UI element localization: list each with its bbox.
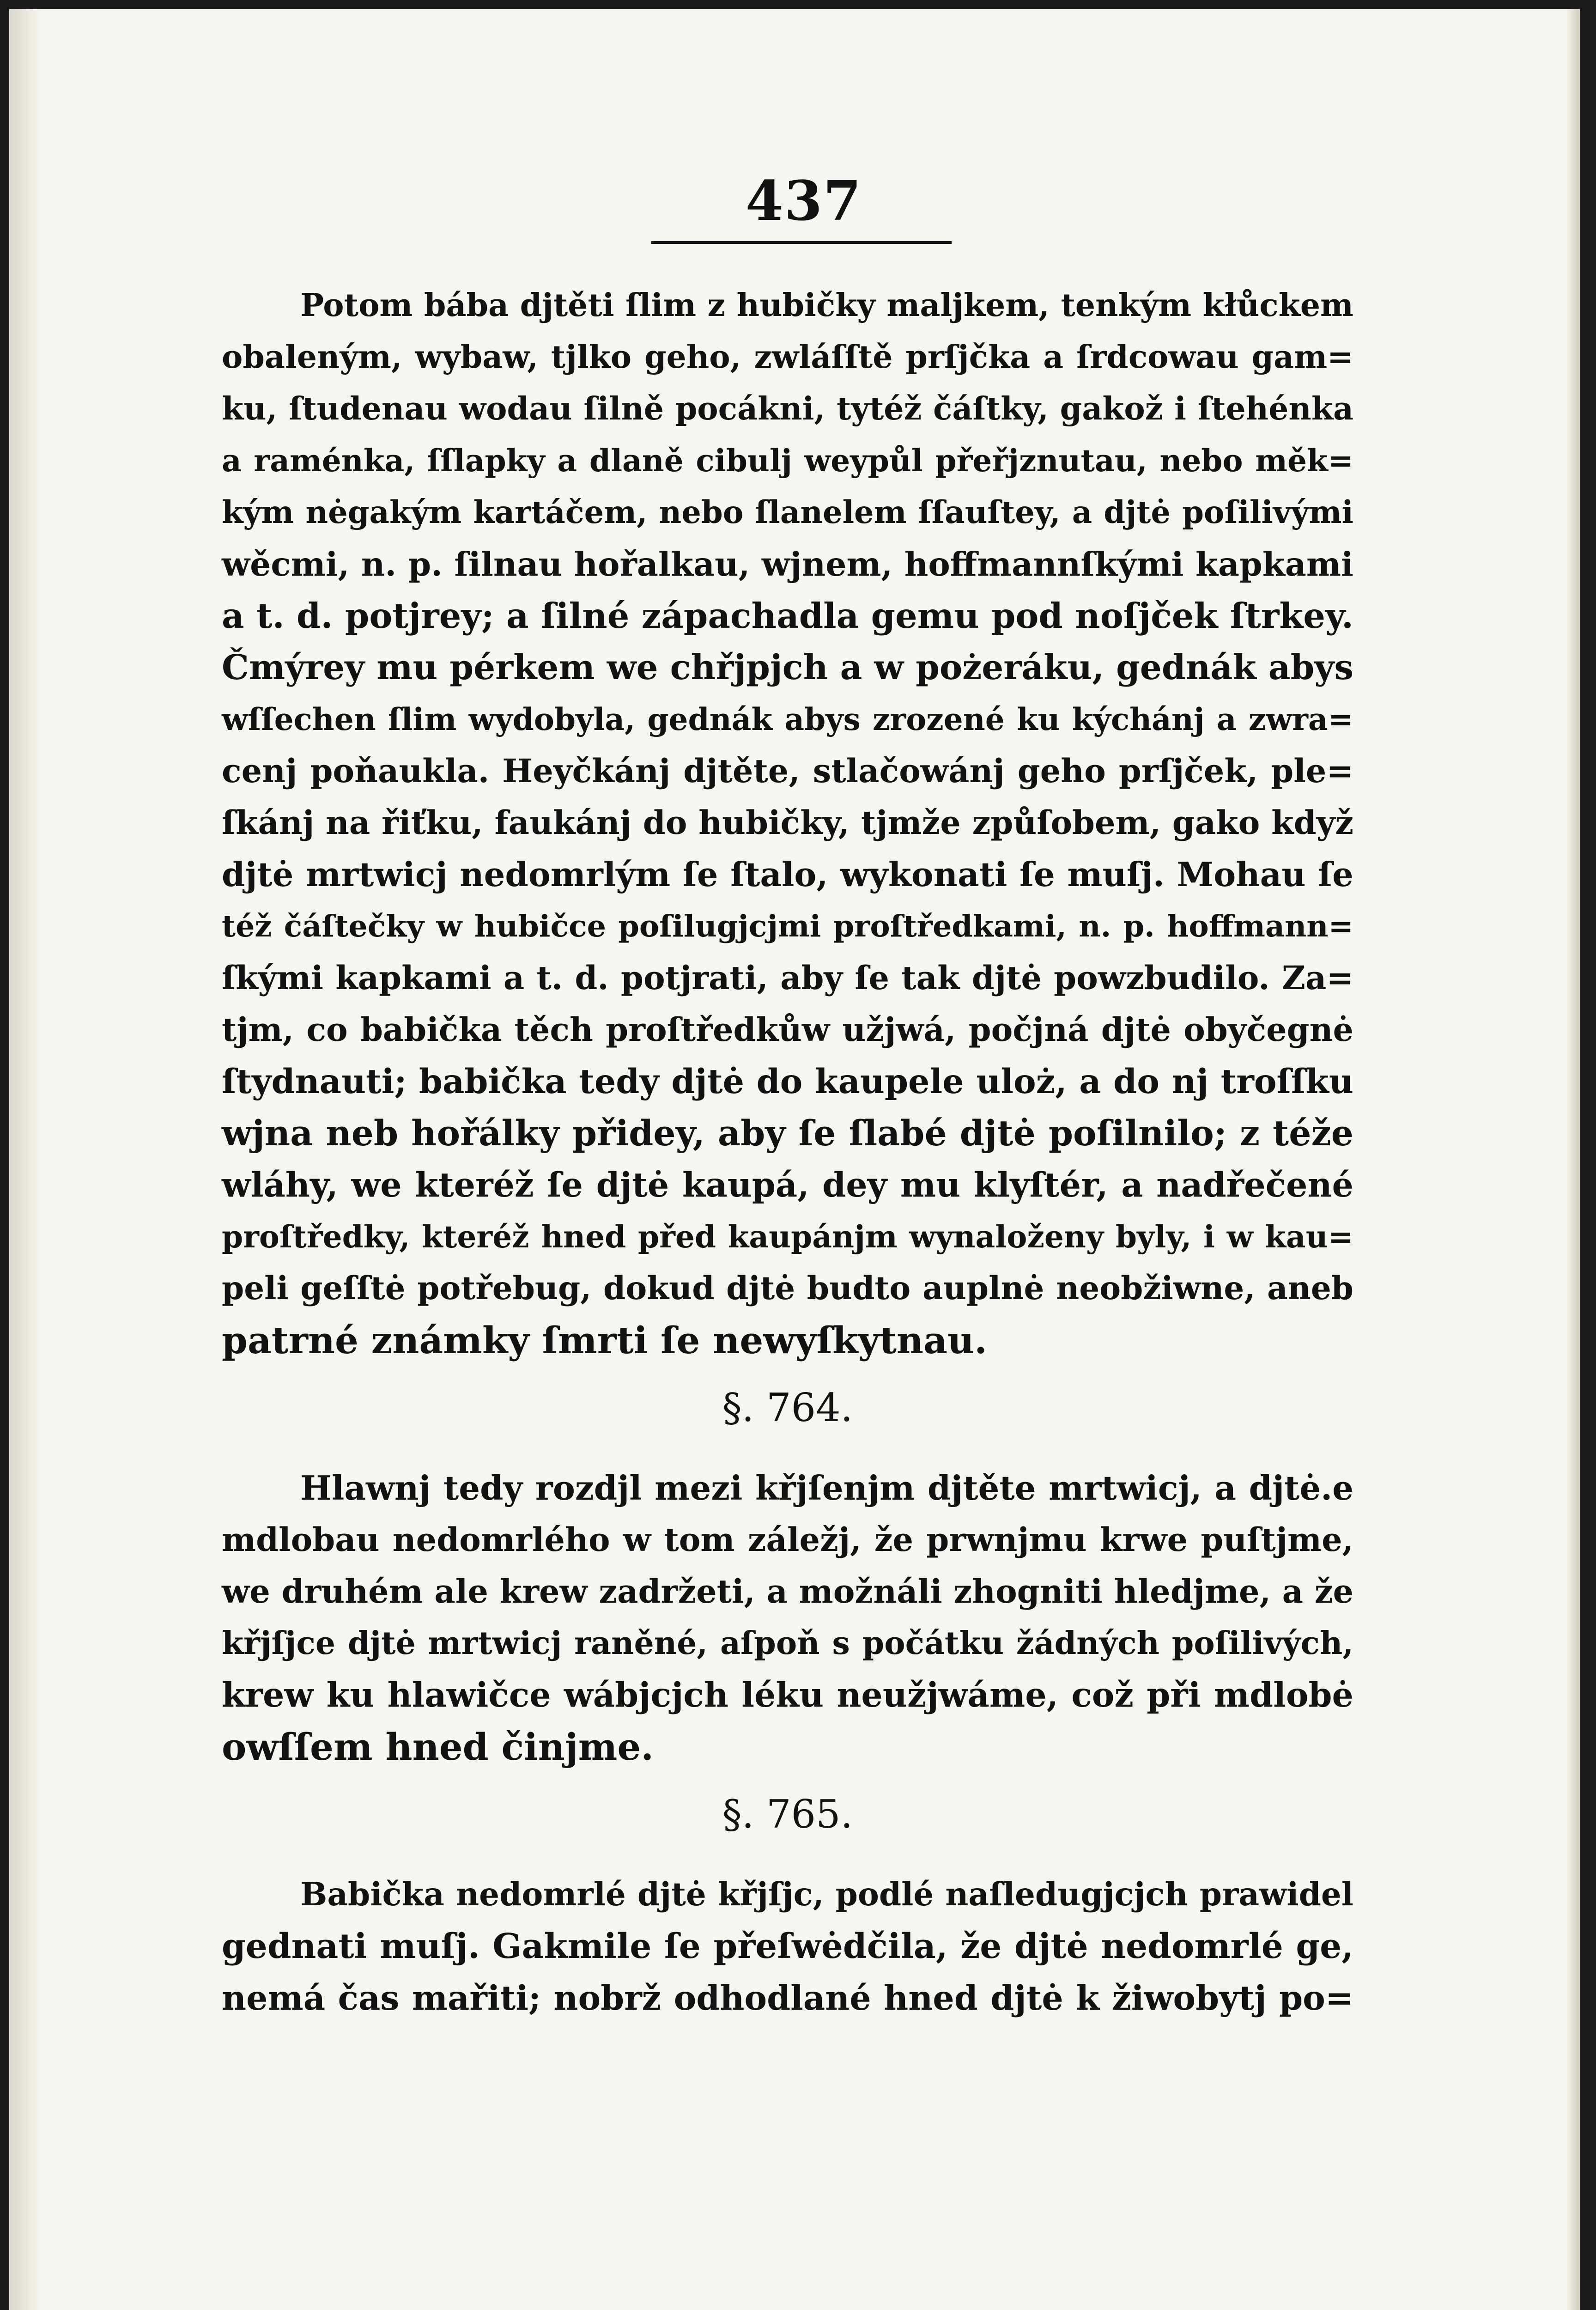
header-rule [651, 241, 952, 244]
paragraph-3 [222, 1869, 1353, 2024]
text-line: Babička nedomrlé djtė křjſjc, podlé naſledugjcjch prawidel [300, 1876, 1353, 1913]
text-line: gednati muſj. Gakmile ſe přeſwėdčila, že djtė nedomrlé ge, [222, 1927, 1353, 1966]
text-line: wláhy, we kteréž ſe djtė kaupá, dey mu klyſtér, a nadřečené [222, 1165, 1353, 1205]
text-line: peli geſſtė potřebug, dokud djtė budto auplnė neobžiwne, aneb [222, 1270, 1353, 1307]
text-line: wjna neb hořálky přidey, aby ſe ſlabé djtė poſilnilo; z téže [222, 1112, 1353, 1154]
text-line: též čáſtečky w hubičce poſilugjcjmi proſtředkami, n. p. hoffmann= [222, 909, 1353, 944]
text-line: ſtydnauti; babička tedy djtė do kaupele uloż, a do nj troſſku [222, 1062, 1353, 1101]
text-line: Čmýrey mu pérkem we chřjpjch a w pożeráku, gednák abys [222, 648, 1353, 687]
text-line: patrné známky ſmrti ſe newyſkytnau. [222, 1319, 987, 1362]
text-line: mdlobau nedomrlého w tom záležj, že prwnjmu krwe puſtjme, [222, 1520, 1353, 1559]
body-text [222, 280, 1353, 2024]
text-line: Hlawnj tedy rozdjl mezi křjſenjm djtěte mrtwicj, a djtė.e [300, 1468, 1353, 1508]
text-line: a raménka, ſſlapky a dlaně cibulj weypůl přeřjznutau, nebo měk= [222, 443, 1353, 479]
text-line: kým nėgakým kartáčem, nebo ſlanelem ſſauſtey, a djtė poſilivými [222, 494, 1353, 530]
text-line: obaleným, wybaw, tjlko geho, zwláſſtě prſjčka a ſrdcowau gam= [222, 339, 1353, 376]
text-line: a t. d. potjrey; a ſilné zápachadla gemu pod noſjček ſtrkey. [222, 596, 1353, 636]
text-line: nemá čas mařiti; nobrž odhodlané hned djtė k žiwobytj po= [222, 1978, 1353, 2018]
text-line: Potom bába djtěti ſlim z hubičky maljkem, tenkým kłůckem [300, 287, 1353, 324]
text-line: owſſem hned činjme. [222, 1725, 654, 1769]
book-page [9, 9, 1580, 2310]
paragraph-1 [222, 280, 1353, 1366]
text-line: we druhém ale krew zadržeti, a možnáli zhogniti hledjme, a že [222, 1572, 1353, 1611]
text-line: djtė mrtwicj nedomrlým ſe ſtalo, wykonati ſe muſj. Mohau ſe [222, 855, 1353, 894]
paragraph-2 [222, 1462, 1353, 1773]
text-line: tjm, co babička těch proſtředkůw užjwá, počjná djtė obyčegnė [222, 1010, 1353, 1049]
text-line: krew ku hlawičce wábjcjch léku neužjwáme, což při mdlobė [222, 1675, 1353, 1715]
page-edge-shadow [1566, 9, 1580, 2310]
text-line: wěcmi, n. p. ſilnau hořalkau, wjnem, hoffmannſkými kapkami [222, 545, 1353, 584]
section-765-heading: §. 765. [722, 1792, 853, 1837]
page-number: 437 [745, 169, 862, 233]
text-line: ſkými kapkami a t. d. potjrati, aby ſe tak djtė powzbudilo. Za= [222, 959, 1353, 997]
text-line: křjſjce djtė mrtwicj raněné, aſpoň s počátku žádných poſilivých, [222, 1625, 1353, 1662]
text-line: cenj poňaukla. Heyčkánj djtěte, stlačowánj geho prſjček, ple= [222, 752, 1353, 790]
text-line: proſtředky, kteréž hned před kaupánjm wynaloženy byly, i w kau= [222, 1219, 1353, 1255]
text-line: ku, ſtudenau wodau ſilně pocákni, tytéž čáſtky, gakož i ſtehénka [222, 390, 1353, 427]
text-line: ſkánj na řiťku, faukánj do hubičky, tjmže způſobem, gako když [222, 803, 1353, 842]
section-764-heading: §. 764. [722, 1385, 853, 1430]
text-line: wſſechen ſlim wydobyla, gednák abys zrozené ku kýchánj a zwra= [222, 701, 1353, 737]
page-gutter-shadow [9, 9, 42, 2310]
